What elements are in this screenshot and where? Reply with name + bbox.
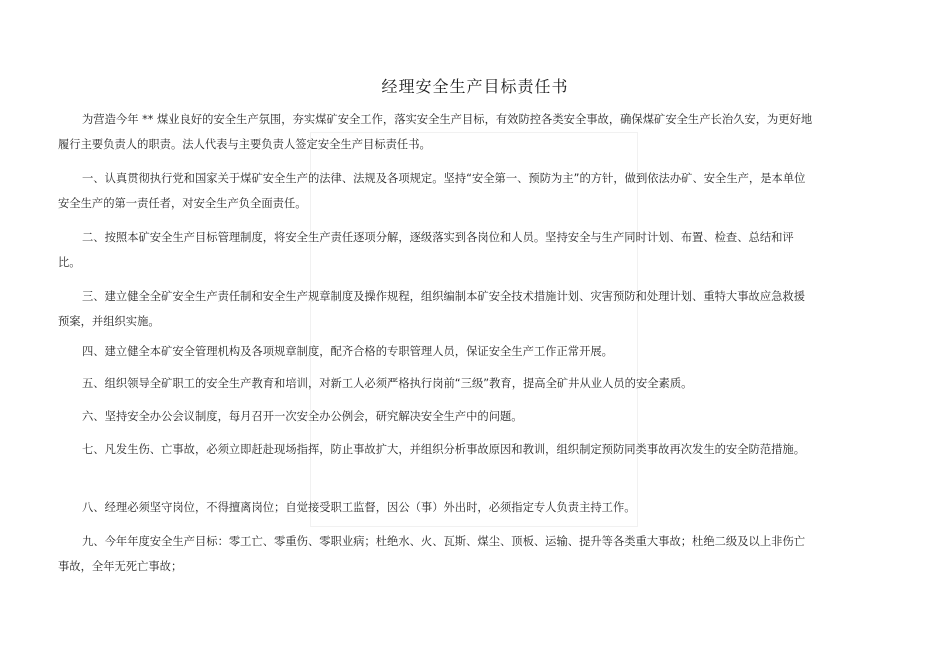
clause-3-paragraph: 三、建立健全全矿安全生产责任制和安全生产规章制度及操作规程，组织编制本矿安全技术措施计划、灾害预防和处理计划、重特大事故应急救援预案，并组织实施。 xyxy=(58,290,806,328)
clause-9-paragraph: 九、今年年度安全生产目标：零工亡、零重伤、零职业病；杜绝水、火、瓦斯、煤尘、顶板、运输、提升等各类重大事故；杜绝二级及以上非伤亡事故，全年无死亡事故； xyxy=(58,535,806,573)
document-title: 经理安全生产目标责任书 xyxy=(381,77,569,96)
clause-4-paragraph: 四、建立健全本矿安全管理机构及各项规章制度，配齐合格的专职管理人员，保证安全生产工作正常开展。 xyxy=(82,345,613,358)
intro-paragraph: 为营造今年 ** 煤业良好的安全生产氛围，夯实煤矿安全工作，落实安全生产目标，有效防控各类安全事故，确保煤矿安全生产长治久安，为更好地履行主要负责人的职责。法人代表与主要负责人签定安全生产目标责任书。 xyxy=(58,113,813,151)
clause-7-paragraph: 七、凡发生伤、亡事故，必须立即赶赴现场指挥，防止事故扩大，并组织分析事故原因和教训，组织制定预防同类事故再次发生的安全防范措施。 xyxy=(82,443,806,456)
clause-6-paragraph: 六、坚持安全办公会议制度，每月召开一次安全办公例会，研究解决安全生产中的问题。 xyxy=(82,410,523,423)
clause-1-paragraph: 一、认真贯彻执行党和国家关于煤矿安全生产的法律、法规及各项规定。坚持“安全第一、预防为主”的方针，做到依法办矿、安全生产，是本单位安全生产的第一责任者，对安全生产负全面责任。 xyxy=(58,172,806,210)
clause-2-paragraph: 二、按照本矿安全生产目标管理制度，将安全生产责任逐项分解，逐级落实到各岗位和人员。坚持安全与生产同时计划、布置、检查、总结和评比。 xyxy=(58,231,794,269)
clause-5-paragraph: 五、组织领导全矿职工的安全生产教育和培训，对新工人必须严格执行岗前“三级”教育，提高全矿井从业人员的安全素质。 xyxy=(82,377,693,390)
clause-8-paragraph: 八、经理必须坚守岗位，不得擅离岗位；自觉接受职工监督，因公（事）外出时，必须指定专人负责主持工作。 xyxy=(82,501,636,514)
